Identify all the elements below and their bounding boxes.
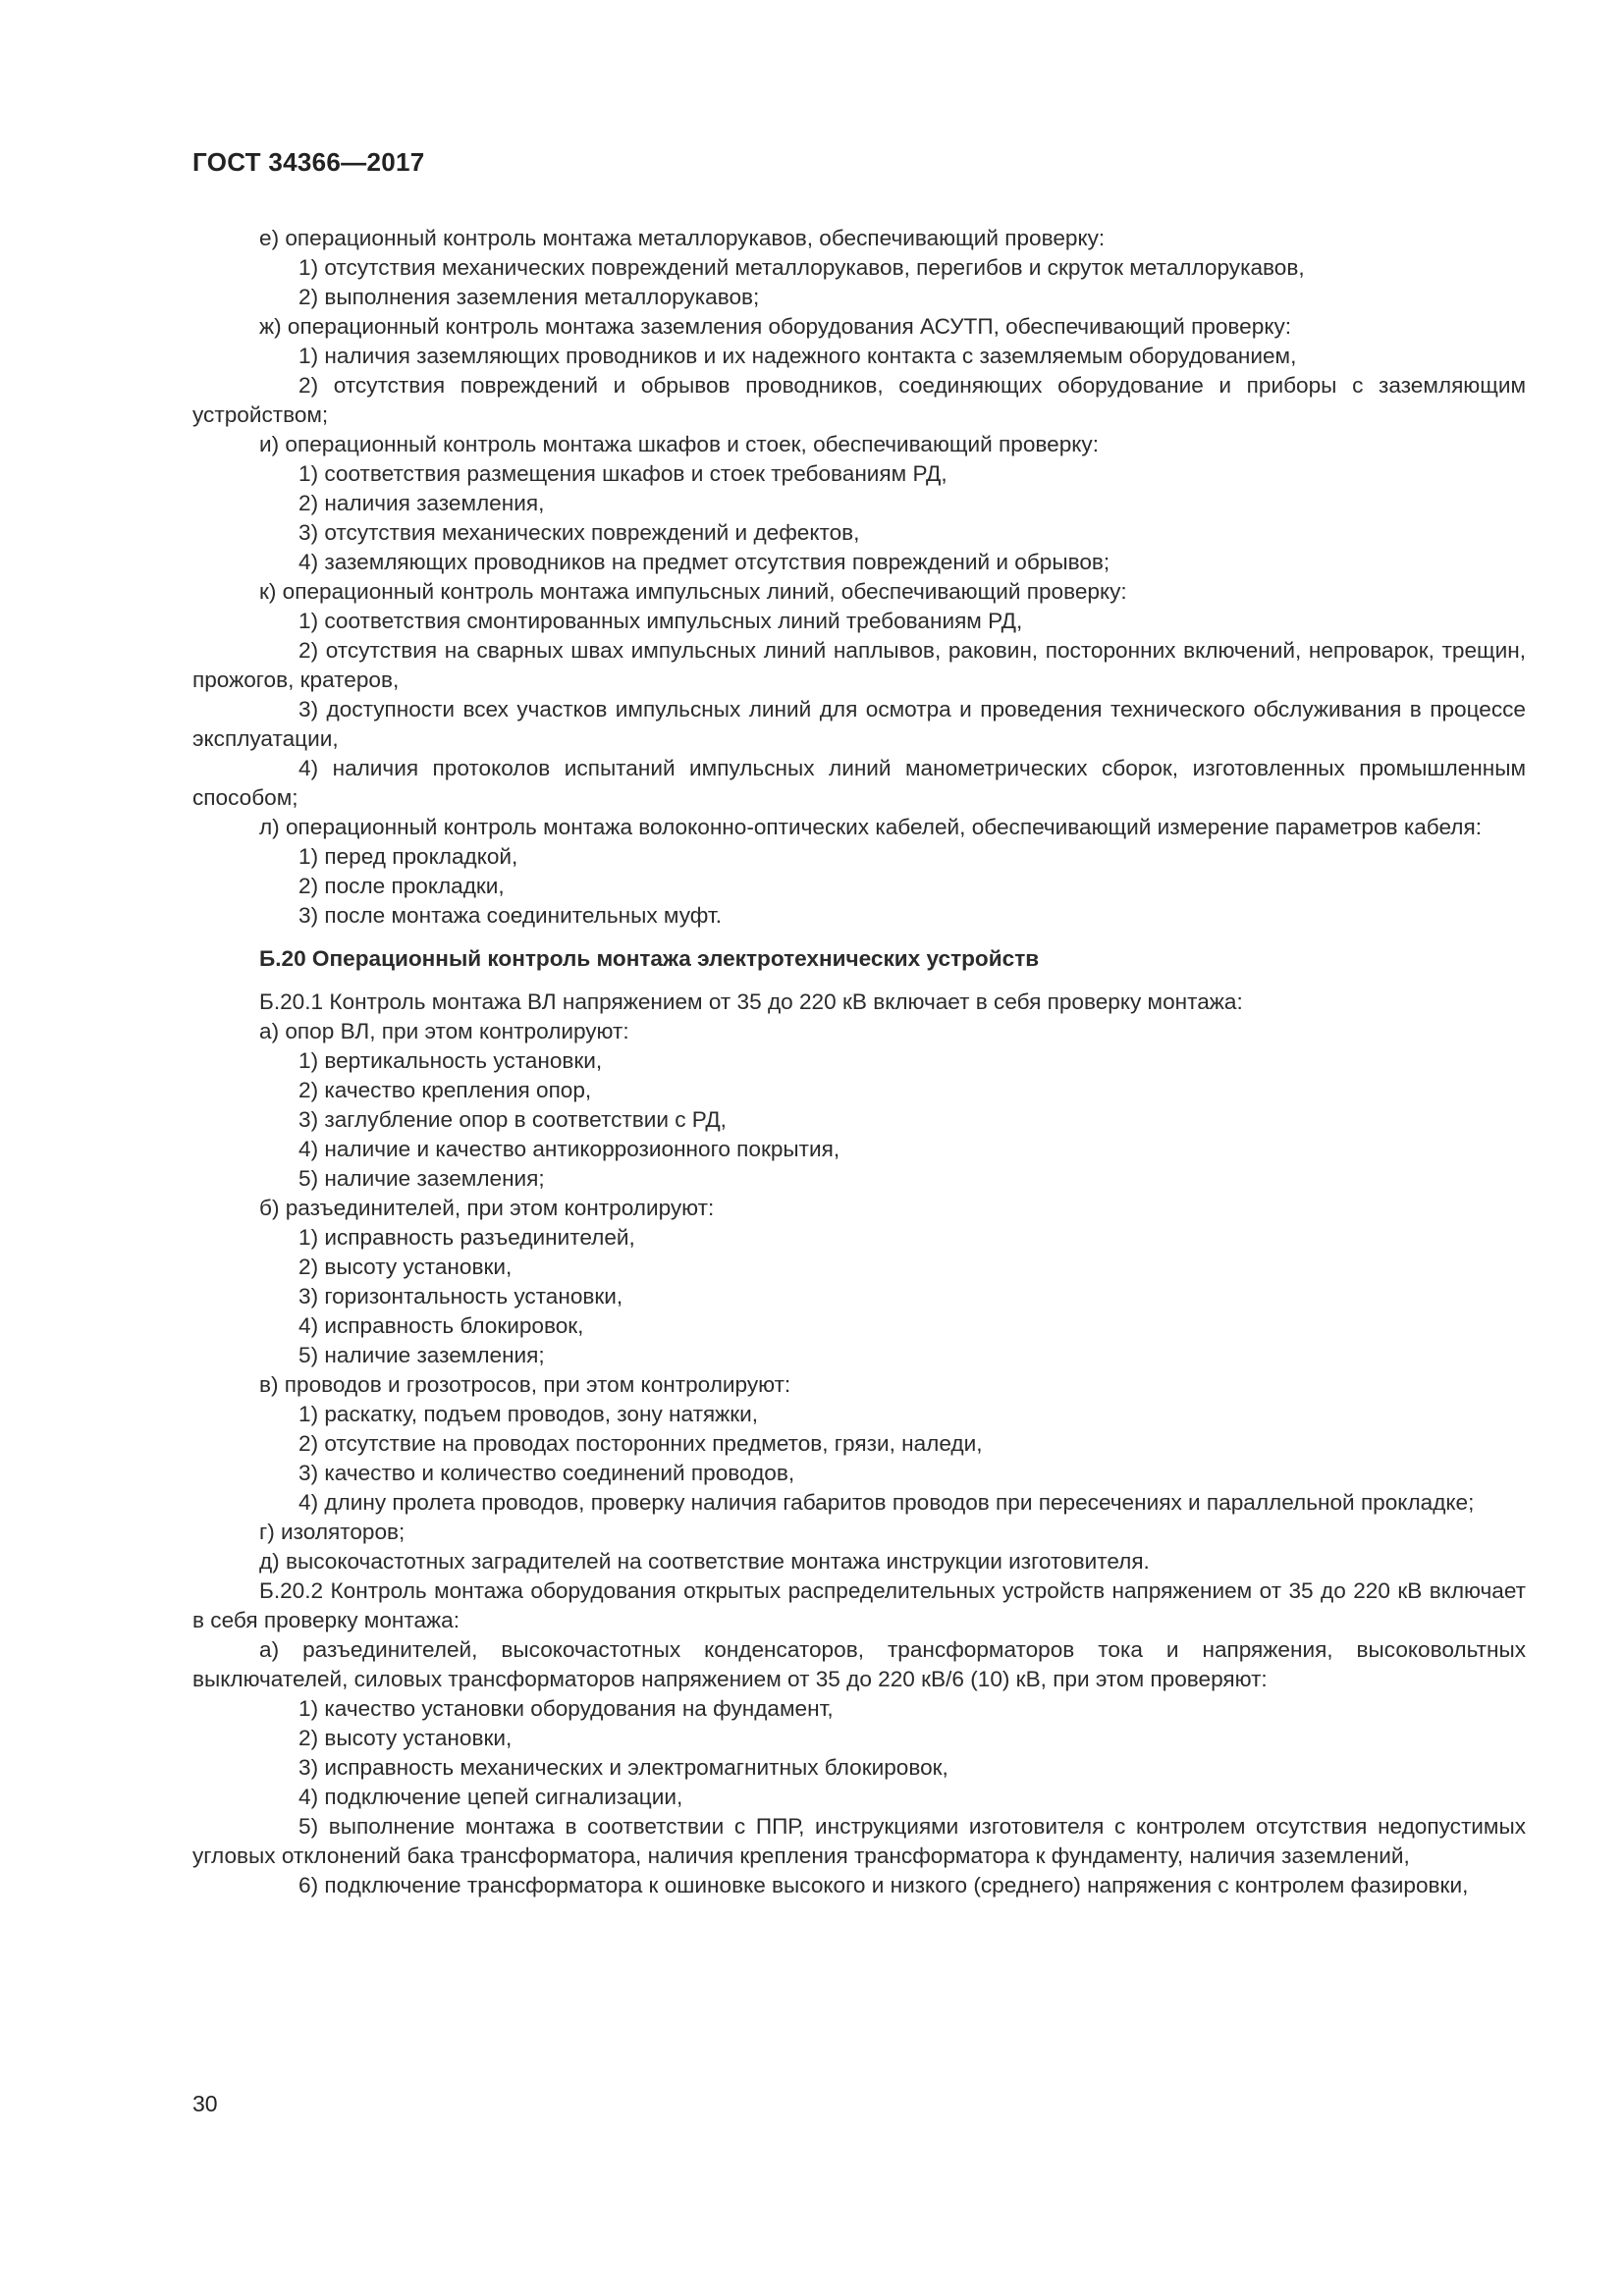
paragraph: 1) соответствия размещения шкафов и стоек требованиям РД, [298, 461, 947, 486]
paragraph: Б.20.1 Контроль монтажа ВЛ напряжением от 35 до 220 кВ включает в себя проверку монтажа: [259, 989, 1243, 1014]
paragraph: 2) высоту установки, [298, 1255, 513, 1279]
paragraph: 2) после прокладки, [298, 874, 505, 898]
paragraph: 1) раскатку, подъем проводов, зону натяжки, [298, 1402, 759, 1426]
paragraph: 6) подключение трансформатора к ошиновке высокого и низкого (среднего) напряжения с контролем фазировки, [298, 1873, 1469, 1897]
paragraph: 5) наличие заземления; [298, 1343, 545, 1367]
paragraph: 4) подключение цепей сигнализации, [298, 1785, 683, 1809]
paragraph: л) операционный контроль монтажа волоконно-оптических кабелей, обеспечивающий измерение параметров кабеля: [259, 815, 1482, 839]
document-body [192, 224, 1526, 1900]
paragraph: 4) наличия протоколов испытаний импульсных линий манометрических сборок, изготовленных промышленным способом; [192, 756, 1526, 810]
paragraph: 1) отсутствия механических повреждений металлорукавов, перегибов и скруток металлорукавов, [298, 255, 1305, 280]
paragraph: 1) наличия заземляющих проводников и их надежного контакта с заземляемым оборудованием, [298, 344, 1297, 368]
paragraph: 3) доступности всех участков импульсных линий для осмотра и проведения технического обслуживания в процессе эксплуатации, [192, 697, 1526, 751]
paragraph: к) операционный контроль монтажа импульсных линий, обеспечивающий проверку: [259, 579, 1127, 604]
paragraph: 2) отсутствия повреждений и обрывов проводников, соединяющих оборудование и приборы с заземляющим устройством; [192, 373, 1526, 427]
paragraph: Б.20.2 Контроль монтажа оборудования открытых распределительных устройств напряжением от 35 до 220 кВ включает в себя проверку монтажа: [192, 1578, 1526, 1632]
paragraph: 1) исправность разъединителей, [298, 1225, 635, 1250]
paragraph: 4) заземляющих проводников на предмет отсутствия повреждений и обрывов; [298, 550, 1110, 574]
paragraph: а) опор ВЛ, при этом контролируют: [259, 1019, 629, 1043]
paragraph: 3) заглубление опор в соответствии с РД, [298, 1107, 727, 1132]
paragraph: д) высокочастотных заградителей на соответствие монтажа инструкции изготовителя. [259, 1549, 1150, 1574]
paragraph: 3) качество и количество соединений проводов, [298, 1461, 795, 1485]
section-heading: Б.20 Операционный контроль монтажа электротехнических устройств [259, 946, 1040, 971]
paragraph: 3) после монтажа соединительных муфт. [298, 903, 722, 928]
paragraph: 4) наличие и качество антикоррозионного покрытия, [298, 1137, 840, 1161]
paragraph: 1) перед прокладкой, [298, 844, 518, 869]
paragraph: 4) исправность блокировок, [298, 1313, 584, 1338]
paragraph: 2) выполнения заземления металлорукавов; [298, 285, 760, 309]
paragraph: б) разъединителей, при этом контролируют: [259, 1196, 715, 1220]
paragraph: 5) выполнение монтажа в соответствии с ППР, инструкциями изготовителя с контролем отсутствия недопустимых угловых отклонений бака трансформатора, наличия крепления трансформатора к фундаменту, наличия заземлений, [192, 1814, 1526, 1868]
paragraph: 5) наличие заземления; [298, 1166, 545, 1191]
page-number: 30 [192, 2091, 218, 2116]
paragraph: 1) соответствия смонтированных импульсных линий требованиям РД, [298, 609, 1023, 633]
paragraph: 1) качество установки оборудования на фундамент, [298, 1696, 834, 1721]
paragraph: 1) вертикальность установки, [298, 1048, 603, 1073]
paragraph: 2) высоту установки, [298, 1726, 513, 1750]
paragraph: в) проводов и грозотросов, при этом контролируют: [259, 1372, 791, 1397]
paragraph: а) разъединителей, высокочастотных конденсаторов, трансформаторов тока и напряжения, высоковольтных выключателей, силовых трансформаторов напряжением от 35 до 220 кВ/6 (10) кВ, при этом проверяют: [192, 1637, 1526, 1691]
paragraph: 4) длину пролета проводов, проверку наличия габаритов проводов при пересечениях и параллельной прокладке; [298, 1490, 1475, 1515]
paragraph: е) операционный контроль монтажа металлорукавов, обеспечивающий проверку: [259, 226, 1106, 250]
paragraph: 2) наличия заземления, [298, 491, 545, 515]
paragraph: 2) качество крепления опор, [298, 1078, 592, 1102]
paragraph: 3) исправность механических и электромагнитных блокировок, [298, 1755, 948, 1780]
paragraph: и) операционный контроль монтажа шкафов и стоек, обеспечивающий проверку: [259, 432, 1099, 456]
paragraph: 3) горизонтальность установки, [298, 1284, 623, 1308]
paragraph: 2) отсутствие на проводах посторонних предметов, грязи, наледи, [298, 1431, 983, 1456]
paragraph: 3) отсутствия механических повреждений и дефектов, [298, 520, 860, 545]
document-header-title: ГОСТ 34366—2017 [192, 147, 425, 177]
paragraph: ж) операционный контроль монтажа заземления оборудования АСУТП, обеспечивающий проверку: [259, 314, 1292, 339]
paragraph: 2) отсутствия на сварных швах импульсных линий наплывов, раковин, посторонних включений, непроварок, трещин, прожогов, кратеров, [192, 638, 1526, 692]
paragraph: г) изоляторов; [259, 1520, 406, 1544]
